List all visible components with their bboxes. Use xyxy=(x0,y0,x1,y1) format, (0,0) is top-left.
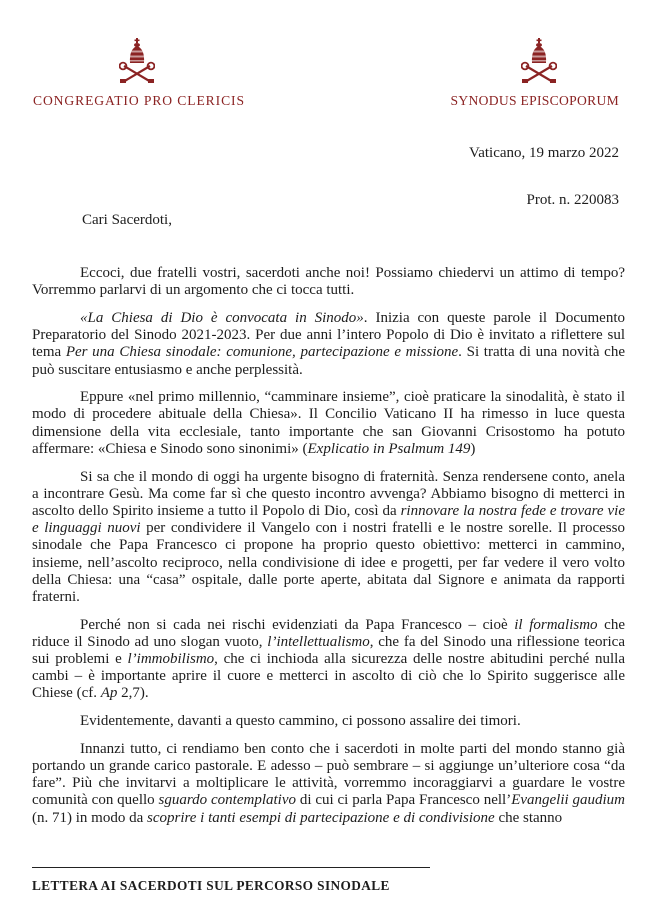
text-run: 2,7). xyxy=(117,685,149,702)
text-run: . Inizia con queste parole il Documento Preparatorio del Sinodo 2021-2023. Per due anni l’intero Popolo di Dio è invitato a riflettere sul tema xyxy=(32,309,625,361)
text-run: Innanzi tutto, ci rendiamo ben conto che i sacerdoti in molte parti del mondo stanno già portando un grande carico pastorale. E adesso – può sembrare – si aggiunge un’ulteriore cosa “da fare”. Più che invitarvi a moltiplicare le attività, vorremmo incoraggiarvi a guardare le vostre comunità con quello xyxy=(32,740,625,809)
paragraph xyxy=(32,310,625,379)
text-run: . Si tratta di una novità che può suscitare entusiasmo e anche perplessità. xyxy=(32,344,625,378)
text-run: Eccoci, due fratelli vostri, sacerdoti anche noi! Possiamo chiedervi un attimo di tempo? Vorremmo parlarvi di un argomento che ci tocca tutti. xyxy=(32,265,625,299)
text-run: di cui ci parla Papa Francesco nell’ xyxy=(295,792,512,809)
italic-text-run: Explicatio in Psalmum 149 xyxy=(307,440,471,457)
italic-text-run: sguardo contemplativo xyxy=(158,792,296,809)
paragraph xyxy=(32,741,625,827)
letter-date: Vaticano, 19 marzo 2022 xyxy=(469,145,619,161)
text-run: ) xyxy=(470,440,476,457)
italic-text-run: il formalismo xyxy=(514,616,598,633)
text-run: Perché non si cada nei rischi evidenziati da Papa Francesco – cioè xyxy=(80,616,515,633)
paragraph xyxy=(32,469,625,607)
paragraph xyxy=(32,389,625,458)
letter-body xyxy=(32,265,625,837)
italic-text-run: l’immobilismo xyxy=(127,651,215,668)
document-title: LETTERA AI SACERDOTI SUL PERCORSO SINODALE xyxy=(32,878,390,893)
papal-tiara-keys-icon xyxy=(119,38,155,84)
synod-name: SYNODUS EPISCOPORUM xyxy=(450,93,619,108)
paragraph xyxy=(32,617,625,703)
papal-tiara-keys-icon xyxy=(521,38,557,84)
text-run: (n. 71) in modo da xyxy=(32,809,147,826)
text-run: per condividere il Vangelo con i nostri fratelli e le nostre sorelle. Il processo sinodale che Papa Francesco ci propone ha proprio questo obiettivo: metterci in cammino, insieme, nell’ascolto reciproco, nella condivisione di idee e progetti, per far vedere il vero volto della Chiesa: una “casa” ospitale, dalle porte aperte, abitata dal Signore e animata da rapporti fraterni. xyxy=(32,520,625,605)
italic-text-run: Ap xyxy=(100,685,118,702)
protocol-number: Prot. n. 220083 xyxy=(526,192,619,208)
italic-text-run: Evangelii gaudium xyxy=(511,792,626,809)
footer-divider xyxy=(32,867,430,868)
text-run: , che ci inchioda alla sicurezza delle nostre abitudini perché nulla cambi – è importante aprire il cuore e metterci in ascolto di ciò che lo Spirito suggerisce alle Chiese (cf. xyxy=(32,651,625,702)
italic-text-run: rinnovare la nostra fede e trovare vie e linguaggi nuovi xyxy=(32,502,626,537)
salutation: Cari Sacerdoti, xyxy=(82,212,172,228)
text-run: che stanno xyxy=(494,809,563,826)
italic-text-run: l’intellettualismo xyxy=(267,633,370,650)
italic-text-run: «La Chiesa di Dio è convocata in Sinodo» xyxy=(80,309,364,326)
text-run: Eppure «nel primo millennio, “camminare insieme”, cioè praticare la sinodalità, è stato il modo di procedere abituale della Chiesa». Il Concilio Vaticano II ha rimesso in luce questa dimensione della vita ecclesiale, tanto importante che san Giovanni Crisostomo ha potuto affermare: «Chiesa e Sinodo sono sinonimi» ( xyxy=(32,389,625,457)
paragraph xyxy=(32,265,625,299)
text-run: Evidentemente, davanti a questo cammino, ci possono assalire dei timori. xyxy=(80,713,521,730)
text-run: Si sa che il mondo di oggi ha urgente bisogno di fraternità. Senza rendersene conto, anela a incontrare Gesù. Ma come far sì che questo incontro avvenga? Abbiamo bisogno di metterci in ascolto dello Spirito insieme a tutto il Popolo di Dio, così da xyxy=(32,468,625,519)
italic-text-run: scoprire i tanti esempi di partecipazione e di condivisione xyxy=(146,809,495,826)
text-run: , che fa del Sinodo una riflessione teorica sui problemi e xyxy=(32,633,625,668)
text-run: che riduce il Sinodo ad uno slogan vuoto, xyxy=(32,616,625,650)
congregation-name: CONGREGATIO PRO CLERICIS xyxy=(33,93,245,108)
paragraph xyxy=(32,713,625,730)
italic-text-run: Per una Chiesa sinodale: comunione, partecipazione e missione xyxy=(65,344,459,361)
